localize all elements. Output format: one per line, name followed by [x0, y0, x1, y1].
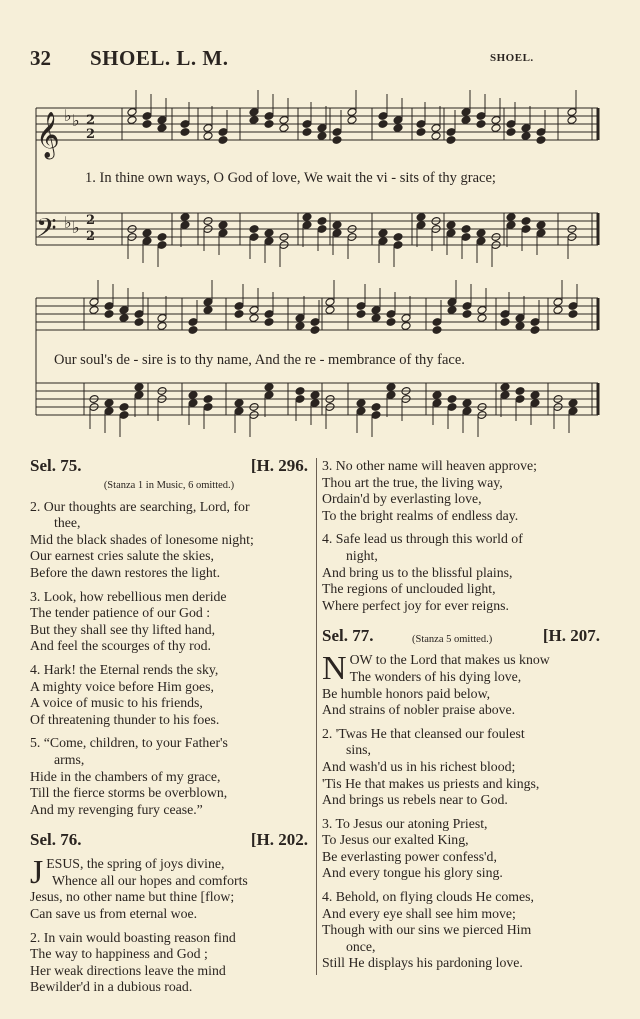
note-head — [553, 306, 563, 315]
stanza — [322, 726, 600, 809]
verse-line: And wash'd us in his richest blood; — [322, 758, 516, 774]
lyric-line-2: Our soul's de - sire is to thy name, And the re - membrance of thy face. — [54, 352, 465, 368]
note-head — [536, 221, 546, 230]
verse-line: But they shall see thy lifted hand, — [30, 621, 216, 637]
note-head — [416, 128, 426, 137]
note-head — [506, 213, 516, 222]
note-head — [356, 399, 366, 408]
verse-line: Jesus, no other name but thine [flow; — [30, 889, 235, 905]
verse-line: And every eye shall see him move; — [322, 905, 516, 921]
note-head — [356, 310, 366, 319]
note-head — [142, 120, 152, 129]
verse-line: ESUS, the spring of joys divine, — [46, 856, 225, 872]
verse-line: Be humble honors paid below, — [322, 685, 491, 701]
verse-line: The wonders of his dying love, — [349, 668, 522, 684]
note-head — [279, 124, 289, 133]
verse-line: And brings us rebels near to God. — [322, 792, 508, 808]
verse-line: And every tongue his glory sing. — [322, 865, 503, 881]
note-head — [104, 399, 114, 408]
note-head — [386, 318, 396, 327]
verse-line: Where perfect joy for ever reigns. — [322, 597, 509, 613]
stanza — [322, 816, 600, 882]
note-head — [310, 326, 320, 335]
verse-line: 2. In vain would boasting reason find — [30, 929, 236, 945]
verse-line: 2. 'Twas He that cleansed our foulest — [322, 725, 525, 741]
note-head — [521, 132, 531, 141]
note-head — [432, 391, 442, 400]
treble-clef-1: 𝄞 — [36, 112, 60, 158]
note-head — [431, 132, 441, 141]
verse-line: Bewilder'd in a dubious road. — [30, 979, 193, 995]
note-head — [462, 399, 472, 408]
stanza — [322, 652, 600, 718]
note-head — [188, 326, 198, 335]
note-head — [249, 314, 259, 323]
note-head — [506, 128, 516, 137]
note-head — [295, 322, 305, 331]
verse-line: To Jesus our exalted King, — [322, 832, 469, 848]
note-head — [536, 136, 546, 145]
verse-line: night, — [346, 547, 378, 563]
stanza — [30, 735, 308, 818]
note-head — [378, 120, 388, 129]
stanza — [30, 589, 308, 655]
note-head — [264, 120, 274, 129]
stanza — [322, 889, 600, 972]
omission-note: (Stanza 1 in Music, 6 omitted.) — [103, 480, 235, 491]
stanza — [30, 856, 308, 922]
note-head — [371, 403, 381, 412]
flat-sign: ♭ — [64, 213, 72, 232]
omission-note: (Stanza 5 omitted.) — [412, 634, 493, 646]
note-head — [104, 310, 114, 319]
note-head — [325, 306, 335, 315]
flat-sign: ♭ — [64, 106, 72, 125]
note-head — [476, 120, 486, 129]
verse-line: Before the dawn restores the light. — [30, 564, 221, 580]
verse-line: 3. No other name will heaven approve; — [322, 458, 537, 473]
note-head — [461, 116, 471, 125]
note-head — [188, 391, 198, 400]
note-head — [302, 128, 312, 137]
selection-header — [30, 458, 308, 478]
verse-line: 2. Our thoughts are searching, Lord, for — [30, 498, 250, 514]
verse-line: Mid the black shades of lonesome night; — [30, 531, 254, 547]
verse-line: Whence all our hopes and comforts — [52, 872, 248, 888]
note-head — [264, 383, 274, 392]
note-head — [491, 124, 501, 133]
verse-line: once, — [346, 938, 376, 954]
note-head — [310, 391, 320, 400]
verse-line: And strains of nobler praise above. — [322, 702, 516, 718]
verse-line: The regions of unclouded light, — [322, 581, 496, 597]
drop-cap: J — [30, 854, 44, 892]
verse-line: Be everlasting power confess'd, — [322, 848, 497, 864]
note-head — [203, 306, 213, 315]
note-head — [127, 116, 137, 125]
note-head — [515, 387, 525, 396]
note-head — [462, 310, 472, 319]
selection-number: Sel. 75. — [30, 456, 82, 475]
note-head — [446, 221, 456, 230]
column-divider — [316, 458, 317, 975]
verse-line: 4. Safe lead us through this world of — [322, 531, 523, 547]
note-head — [393, 124, 403, 133]
lyric-line-1: 1. In thine own ways, O God of love, We wait the vi - sits of thy grace; — [85, 170, 496, 186]
selection-number: Sel. 77. — [322, 626, 374, 646]
note-head — [515, 322, 525, 331]
note-head — [386, 383, 396, 392]
verse-line: Thou art the true, the living way, — [322, 474, 503, 490]
time-signature: 2 — [86, 213, 96, 228]
time-signature: 2 — [86, 113, 96, 128]
note-head — [500, 383, 510, 392]
note-head — [317, 217, 327, 226]
note-head — [119, 403, 129, 412]
note-head — [134, 383, 144, 392]
stanza — [30, 499, 308, 582]
note-head — [249, 116, 259, 125]
verse-line: Still He displays his pardoning love. — [322, 955, 523, 971]
hymn-title: SHOEL. L. M. — [90, 46, 229, 70]
verse-line: And my revenging fury cease.” — [30, 801, 203, 817]
verse-line: Can save us from eternal woe. — [30, 906, 198, 922]
note-head — [447, 306, 457, 315]
note-head — [203, 132, 213, 141]
note-head — [401, 322, 411, 331]
hymnal-reference: [H. 296. — [250, 456, 308, 475]
selection-number: Sel. 76. — [30, 830, 82, 850]
verse-line: A voice of music to his friends, — [30, 695, 203, 711]
verse-line: A mighty voice before Him goes, — [30, 678, 214, 694]
note-head — [521, 217, 531, 226]
verse-line: Till the fierce storms be overblown, — [30, 785, 228, 801]
note-head — [447, 395, 457, 404]
flat-sign: ♭ — [72, 218, 80, 237]
note-head — [249, 225, 259, 234]
note-head — [234, 310, 244, 319]
note-head — [477, 314, 487, 323]
note-head — [476, 229, 486, 238]
time-signature: 2 — [86, 127, 96, 142]
verse-line: 3. Look, how rebellious men deride — [30, 588, 227, 604]
note-head — [568, 399, 578, 408]
verse-line: Her weak directions leave the mind — [30, 962, 226, 978]
time-signature: 2 — [86, 229, 96, 244]
verse-line: The way to happiness and God ; — [30, 946, 208, 962]
verse-line: The tender patience of our God : — [30, 605, 211, 621]
hymnal-reference: [H. 207. — [542, 626, 600, 646]
verse-line: OW to the Lord that makes us know — [349, 652, 550, 668]
note-head — [568, 310, 578, 319]
note-head — [142, 229, 152, 238]
verse-line: Though with our sins we pierced Him — [322, 922, 532, 938]
note-head — [461, 225, 471, 234]
verse-line: 4. Behold, on flying clouds He comes, — [322, 889, 534, 905]
note-head — [446, 136, 456, 145]
running-head: SHOEL. — [490, 52, 534, 64]
verse-line: To the bright realms of endless day. — [322, 507, 519, 523]
note-head — [157, 124, 167, 133]
note-head — [203, 395, 213, 404]
note-head — [567, 116, 577, 125]
note-head — [157, 322, 167, 331]
note-head — [332, 136, 342, 145]
stanza — [30, 662, 308, 728]
note-head — [234, 399, 244, 408]
verse-line: Ordain'd by everlasting love, — [322, 491, 482, 507]
note-head — [180, 128, 190, 137]
note-head — [393, 233, 403, 242]
note-head — [432, 326, 442, 335]
note-head — [530, 391, 540, 400]
page-number: 32 — [30, 46, 51, 70]
note-head — [134, 318, 144, 327]
stanza — [322, 458, 600, 524]
note-head — [317, 132, 327, 141]
verse-line: sins, — [346, 742, 371, 758]
note-head — [180, 213, 190, 222]
verse-line: And bring us to the blissful plains, — [322, 564, 513, 580]
note-head — [371, 314, 381, 323]
note-head — [378, 229, 388, 238]
note-head — [264, 229, 274, 238]
note-head — [500, 318, 510, 327]
note-head — [416, 213, 426, 222]
note-head — [218, 221, 228, 230]
note-head — [332, 221, 342, 230]
verse-line: arms, — [54, 751, 85, 767]
note-head — [218, 136, 228, 145]
verse-line: Our earnest cries salute the skies, — [30, 548, 214, 564]
right-column — [322, 458, 600, 972]
flat-sign: ♭ — [72, 111, 80, 130]
note-head — [347, 116, 357, 125]
verse-line: 5. “Come, children, to your Father's — [30, 735, 228, 751]
stanza — [30, 930, 308, 996]
note-head — [119, 314, 129, 323]
verse-line: 3. To Jesus our atoning Priest, — [322, 815, 488, 831]
selection-header — [30, 832, 308, 852]
note-head — [530, 326, 540, 335]
hymnal-reference: [H. 202. — [250, 830, 308, 850]
left-column — [30, 458, 308, 996]
stanza — [322, 531, 600, 614]
music-score — [0, 0, 640, 450]
verse-line: Of threatening thunder to his foes. — [30, 711, 220, 727]
bass-clef-1: 𝄢 — [36, 212, 57, 250]
note-head — [264, 318, 274, 327]
verse-line: And feel the scourges of thy rod. — [30, 638, 211, 654]
drop-cap: N — [322, 650, 347, 688]
note-head — [157, 233, 167, 242]
verse-line: 'Tis He that makes us priests and kings, — [322, 775, 540, 791]
note-head — [295, 387, 305, 396]
selection-header — [322, 628, 600, 648]
verse-line: thee, — [54, 515, 81, 531]
note-head — [302, 213, 312, 222]
verse-line: Hide in the chambers of my grace, — [30, 768, 221, 784]
note-head — [89, 306, 99, 315]
verse-line: 4. Hark! the Eternal rends the sky, — [30, 661, 219, 677]
